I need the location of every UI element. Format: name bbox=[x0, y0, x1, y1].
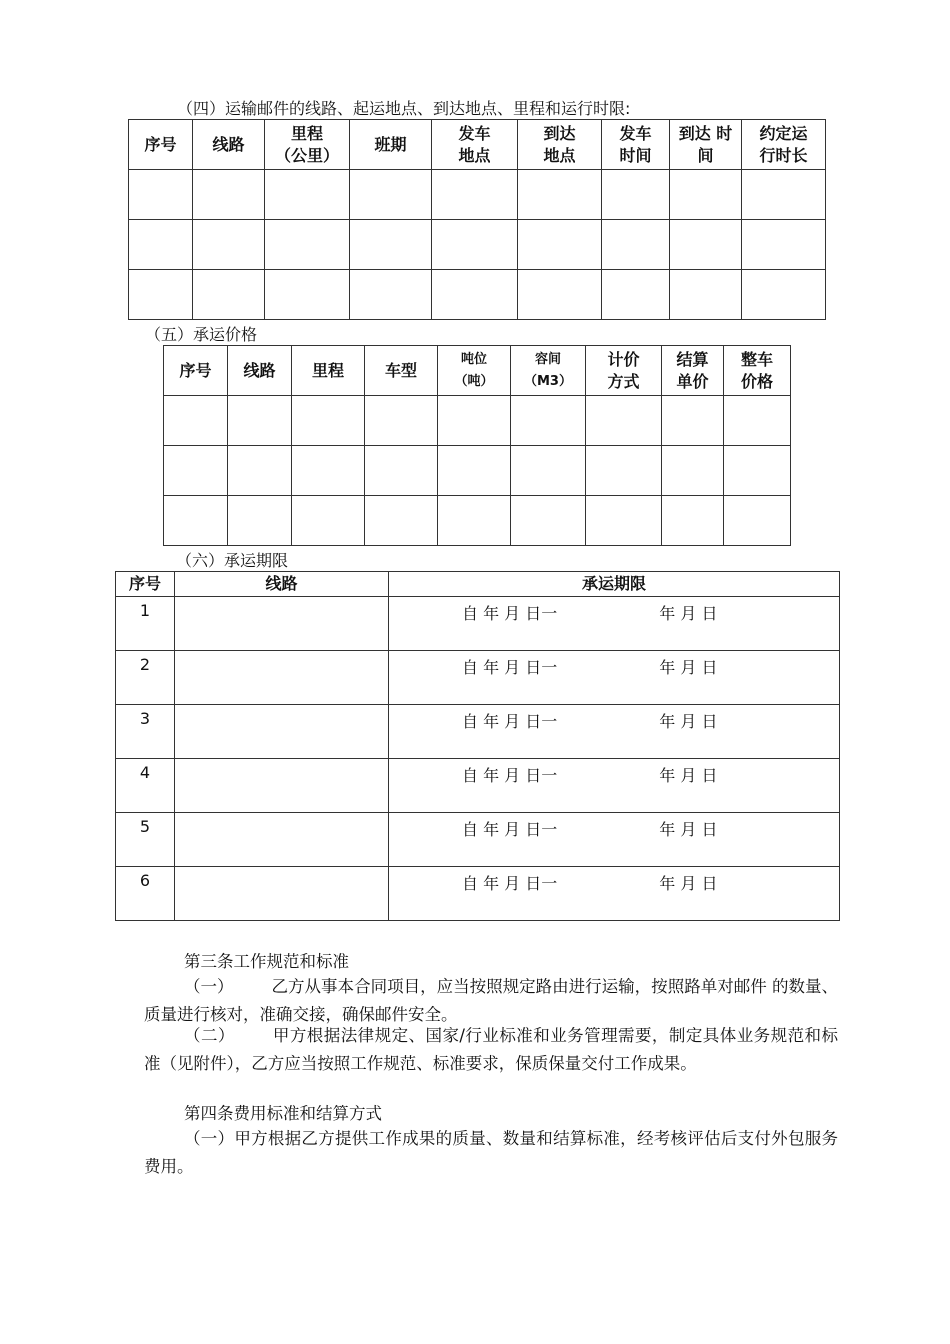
period-to: 年 月 日 bbox=[659, 658, 718, 677]
col-header-no: 序号 bbox=[129, 120, 193, 170]
period-from: 自 年 月 日一 bbox=[462, 874, 558, 893]
row-number: 5 bbox=[116, 813, 175, 867]
row-number: 1 bbox=[116, 597, 175, 651]
article3-paragraph2 bbox=[144, 1022, 838, 1078]
period-cell bbox=[389, 651, 840, 705]
section5-title: （五）承运价格 bbox=[145, 325, 258, 344]
route-cell bbox=[175, 597, 389, 651]
period-from: 自 年 月 日一 bbox=[462, 712, 558, 731]
route-cell bbox=[175, 651, 389, 705]
period-cell bbox=[389, 867, 840, 921]
col-header-duration: 约定运 行时长 bbox=[742, 120, 826, 170]
period-to: 年 月 日 bbox=[659, 712, 718, 731]
col-header-no: 序号 bbox=[116, 572, 175, 597]
col-header-arrive-place: 到达 地点 bbox=[518, 120, 602, 170]
table-row bbox=[116, 597, 840, 651]
period-to: 年 月 日 bbox=[659, 766, 718, 785]
row-number: 3 bbox=[116, 705, 175, 759]
row-number: 4 bbox=[116, 759, 175, 813]
table-row bbox=[116, 705, 840, 759]
article4-paragraph1: （一）甲方根据乙方提供工作成果的质量、数量和结算标准，经考核评估后支付外包服务费用。 bbox=[144, 1129, 838, 1176]
row-number: 2 bbox=[116, 651, 175, 705]
article3-paragraph1 bbox=[144, 973, 838, 1029]
table-row bbox=[129, 270, 826, 320]
col-header-volume: 容间 （M3） bbox=[511, 346, 586, 396]
article4-heading: 第四条费用标准和结算方式 bbox=[184, 1104, 382, 1123]
col-header-no: 序号 bbox=[164, 346, 228, 396]
route-cell bbox=[175, 867, 389, 921]
col-header-arrive-time: 到达 时 间 bbox=[670, 120, 742, 170]
table-row bbox=[116, 651, 840, 705]
col-header-pricing-method: 计价 方式 bbox=[586, 346, 662, 396]
col-header-schedule: 班期 bbox=[350, 120, 432, 170]
table-row bbox=[164, 396, 791, 446]
period-to: 年 月 日 bbox=[659, 874, 718, 893]
col-header-tonnage: 吨位 （吨） bbox=[438, 346, 511, 396]
row-number: 6 bbox=[116, 867, 175, 921]
col-header-vehicle-price: 整车 价格 bbox=[724, 346, 791, 396]
table-row bbox=[164, 496, 791, 546]
col-header-unit-price: 结算 单价 bbox=[662, 346, 724, 396]
period-table bbox=[115, 571, 840, 921]
table-row bbox=[164, 446, 791, 496]
col-header-route: 线路 bbox=[228, 346, 292, 396]
col-header-route: 线路 bbox=[175, 572, 389, 597]
period-to: 年 月 日 bbox=[659, 820, 718, 839]
col-header-distance: 里程 （公里） bbox=[265, 120, 350, 170]
route-cell bbox=[175, 705, 389, 759]
price-table bbox=[163, 345, 791, 546]
period-from: 自 年 月 日一 bbox=[462, 658, 558, 677]
period-cell bbox=[389, 813, 840, 867]
table-row bbox=[129, 170, 826, 220]
col-header-distance: 里程 bbox=[292, 346, 365, 396]
period-from: 自 年 月 日一 bbox=[462, 604, 558, 623]
period-cell bbox=[389, 759, 840, 813]
period-to: 年 月 日 bbox=[659, 604, 718, 623]
period-cell bbox=[389, 597, 840, 651]
table-row bbox=[116, 813, 840, 867]
article3-paragraph2-text: 甲方根据法律规定、国家/行业标准和业务管理需要，制定具体业务规范和标准（见附件），乙方应当按照工作规范、标准要求，保质保量交付工作成果。 bbox=[144, 1026, 839, 1073]
route-cell bbox=[175, 813, 389, 867]
col-header-period: 承运期限 bbox=[389, 572, 840, 597]
section6-title: （六）承运期限 bbox=[176, 551, 289, 570]
section4-title: （四）运输邮件的线路、起运地点、到达地点、里程和运行时限: bbox=[177, 99, 631, 118]
period-cell bbox=[389, 705, 840, 759]
col-header-vehicle-type: 车型 bbox=[365, 346, 438, 396]
route-table bbox=[128, 119, 826, 320]
period-from: 自 年 月 日一 bbox=[462, 766, 558, 785]
col-header-depart-place: 发车 地点 bbox=[432, 120, 518, 170]
article3-paragraph2-label: （二） bbox=[184, 1026, 235, 1045]
table-row bbox=[116, 867, 840, 921]
article3-paragraph1-label: （一） bbox=[184, 977, 234, 996]
article3-heading: 第三条工作规范和标准 bbox=[184, 952, 349, 971]
route-cell bbox=[175, 759, 389, 813]
col-header-depart-time: 发车 时间 bbox=[602, 120, 670, 170]
table-row bbox=[116, 759, 840, 813]
table-row bbox=[129, 220, 826, 270]
article3-paragraph1-text: 乙方从事本合同项目，应当按照规定路由进行运输，按照路单对邮件 的数量、质量进行核对，准确交接，确保邮件安全。 bbox=[144, 977, 839, 1024]
col-header-route: 线路 bbox=[193, 120, 265, 170]
period-from: 自 年 月 日一 bbox=[462, 820, 558, 839]
